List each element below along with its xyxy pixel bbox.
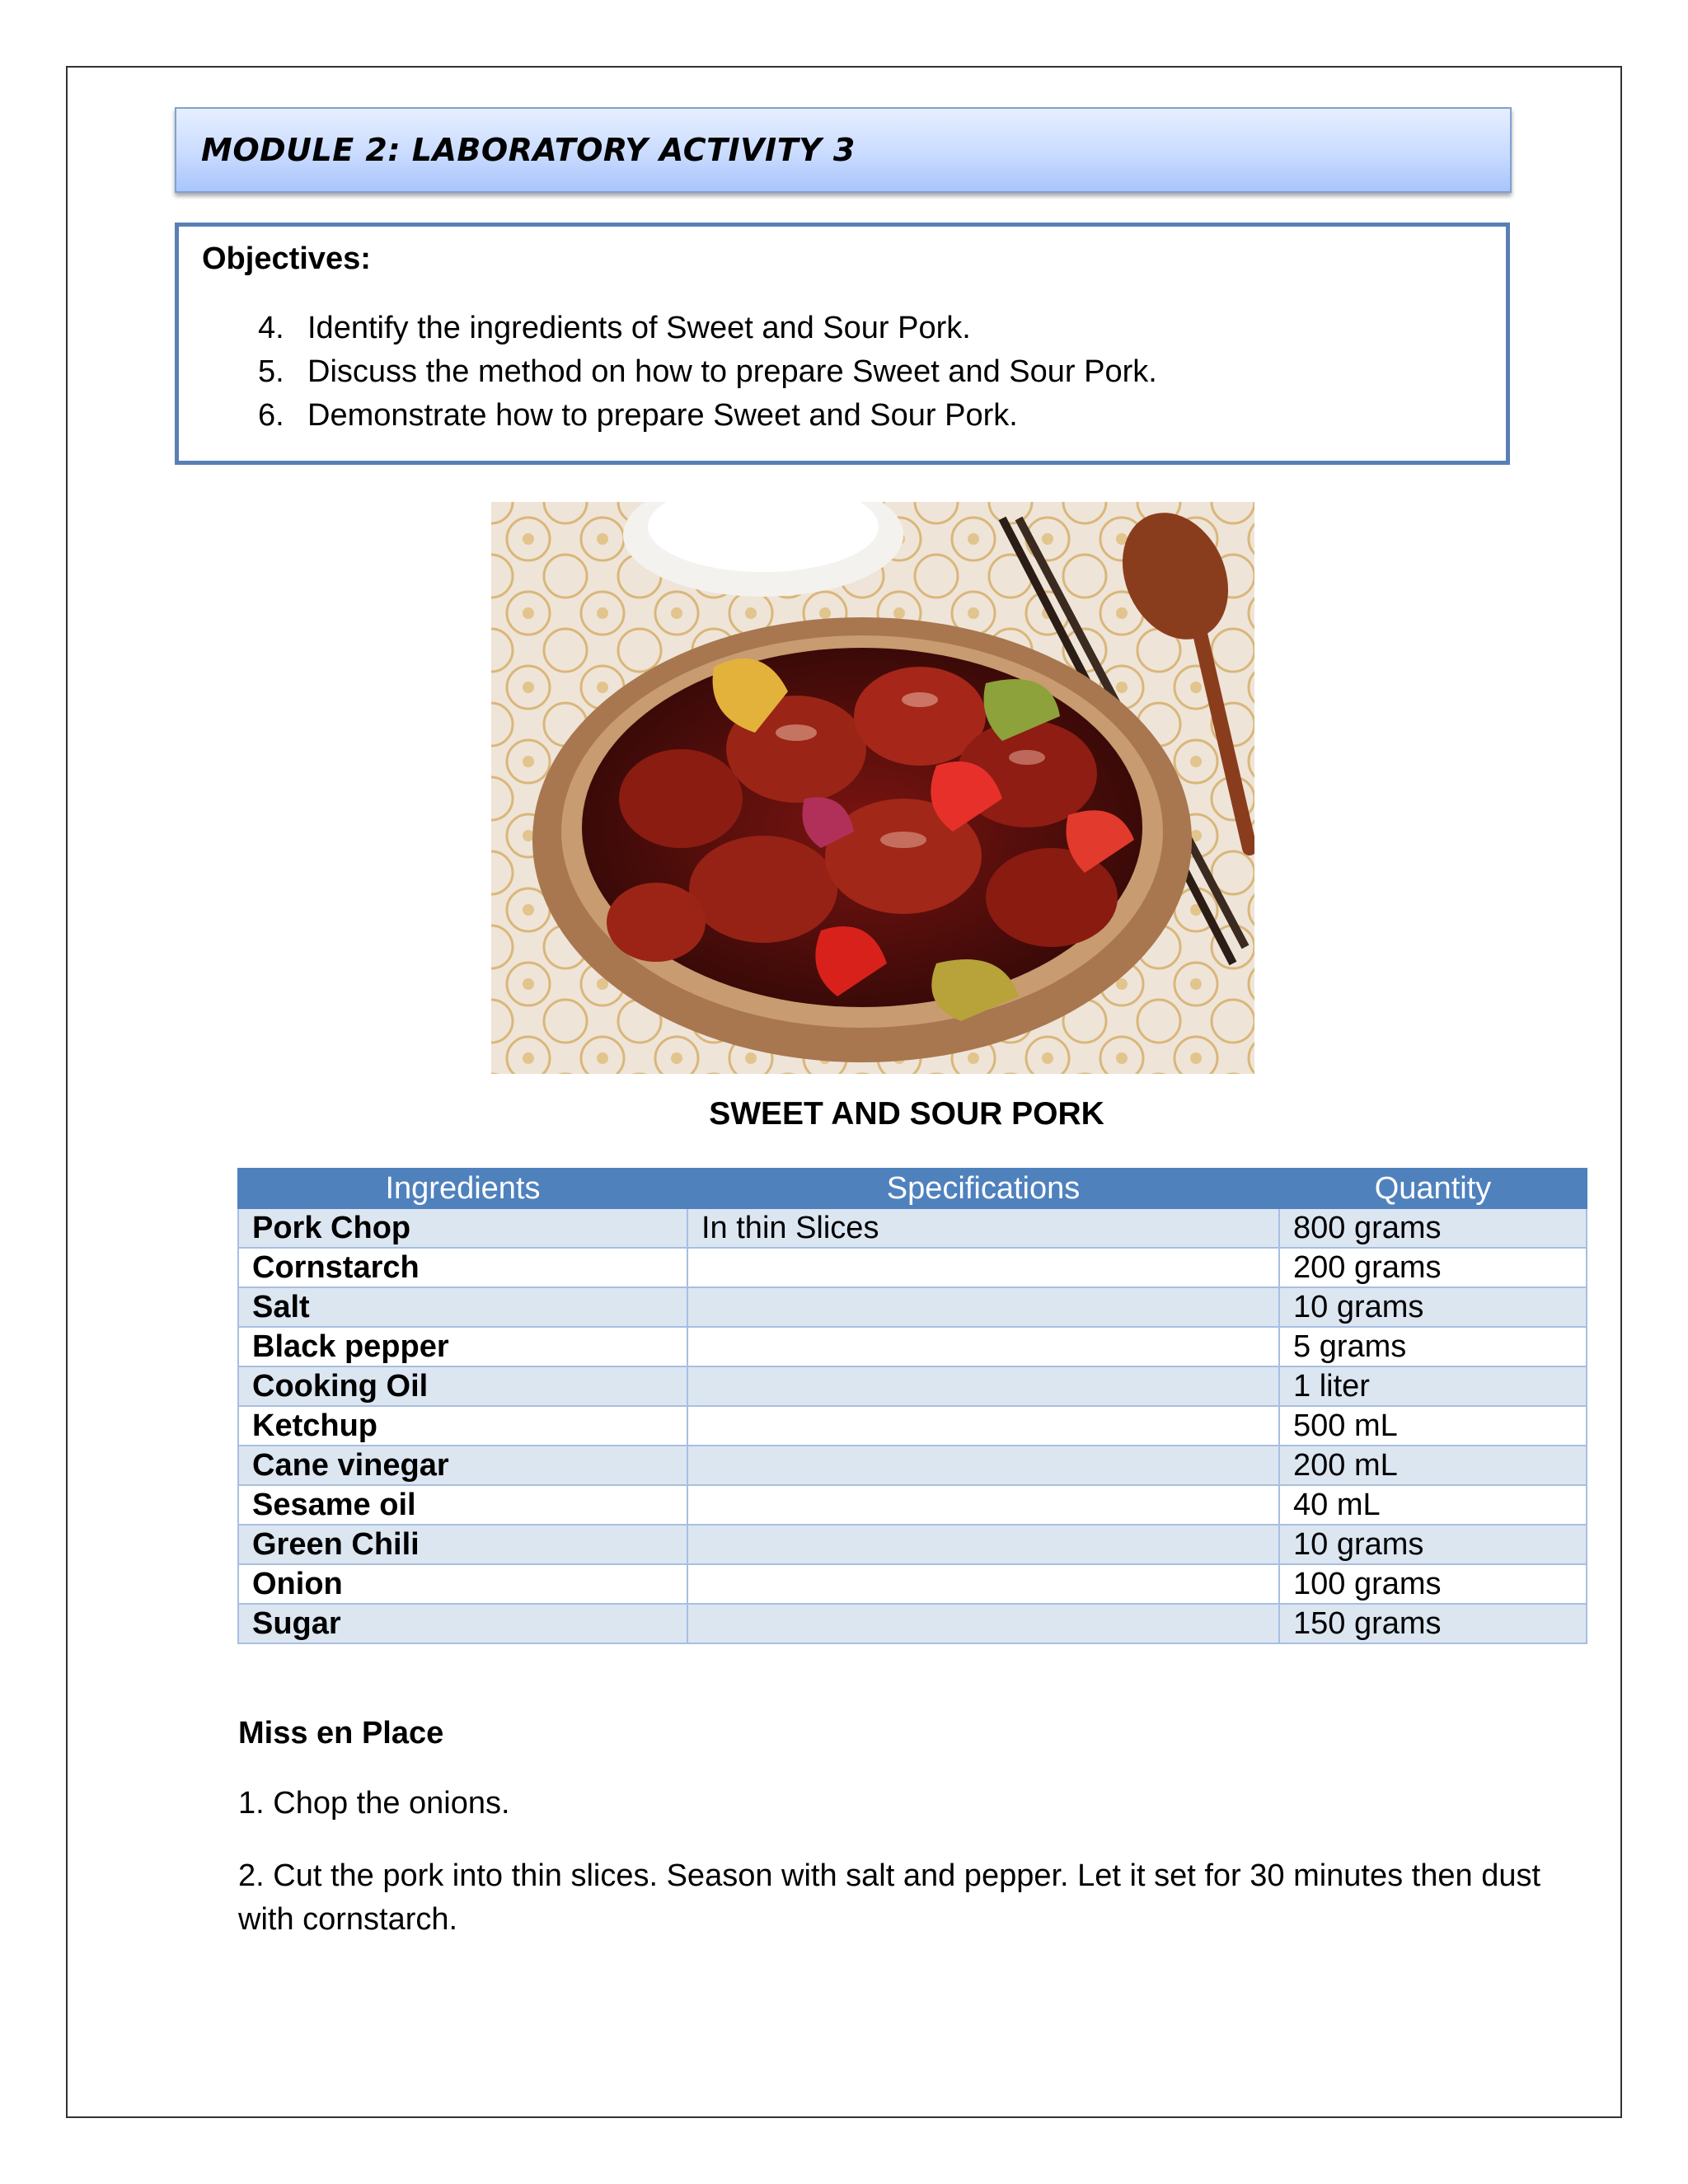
ingredient-spec: [687, 1248, 1279, 1287]
objective-item: [258, 394, 1506, 438]
objective-item: [258, 350, 1506, 394]
ingredients-table: [237, 1168, 1587, 1644]
module-title: MODULE 2: LABORATORY ACTIVITY 3: [201, 132, 856, 168]
ingredient-name: Sugar: [238, 1604, 687, 1643]
table-row: [238, 1248, 1587, 1287]
mise-en-place-heading: Miss en Place: [238, 1716, 444, 1750]
ingredient-spec: [687, 1366, 1279, 1406]
ingredient-spec: In thin Slices: [687, 1208, 1279, 1248]
table-row: [238, 1406, 1587, 1446]
objective-number: 5.: [258, 354, 284, 389]
objectives-heading: Objectives:: [202, 241, 371, 276]
objective-text: Discuss the method on how to prepare Sweet and Sour Pork.: [307, 354, 1157, 389]
ingredient-spec: [687, 1485, 1279, 1525]
ingredient-qty: 200 grams: [1279, 1248, 1587, 1287]
ingredient-name: Ketchup: [238, 1406, 687, 1446]
ingredient-name: Cornstarch: [238, 1248, 687, 1287]
table-row: [238, 1564, 1587, 1604]
table-row: [238, 1604, 1587, 1643]
table-row: [238, 1208, 1587, 1248]
objective-text: Demonstrate how to prepare Sweet and Sour Pork.: [307, 398, 1018, 433]
table-row: [238, 1485, 1587, 1525]
ingredient-qty: 10 grams: [1279, 1287, 1587, 1327]
ingredient-spec: [687, 1564, 1279, 1604]
mise-step: 1. Chop the onions.: [238, 1786, 510, 1821]
ingredient-qty: 100 grams: [1279, 1564, 1587, 1604]
dish-caption: SWEET AND SOUR PORK: [709, 1096, 1104, 1132]
table-row: [238, 1525, 1587, 1564]
header-quantity: Quantity: [1279, 1169, 1587, 1208]
ingredient-qty: 200 mL: [1279, 1446, 1587, 1485]
ingredient-spec: [687, 1446, 1279, 1485]
ingredient-spec: [687, 1604, 1279, 1643]
sweet-and-sour-pork-photo: [491, 502, 1254, 1074]
header-specifications: Specifications: [687, 1169, 1279, 1208]
ingredient-name: Cooking Oil: [238, 1366, 687, 1406]
ingredient-qty: 1 liter: [1279, 1366, 1587, 1406]
table-row: [238, 1446, 1587, 1485]
table-row: [238, 1327, 1587, 1366]
ingredient-spec: [687, 1327, 1279, 1366]
objectives-box: [175, 223, 1510, 465]
mise-step: 2. Cut the pork into thin slices. Season with salt and pepper. Let it set for 30 minutes then dust with cornstarch.: [238, 1858, 1541, 1937]
objectives-list: [202, 307, 1506, 438]
ingredient-qty: 5 grams: [1279, 1327, 1587, 1366]
objective-text: Identify the ingredients of Sweet and Sour Pork.: [307, 311, 971, 345]
title-banner: [175, 107, 1512, 193]
ingredient-spec: [687, 1287, 1279, 1327]
ingredient-qty: 500 mL: [1279, 1406, 1587, 1446]
ingredient-name: Onion: [238, 1564, 687, 1604]
header-ingredients: Ingredients: [238, 1169, 687, 1208]
ingredient-name: Green Chili: [238, 1525, 687, 1564]
objective-number: 6.: [258, 398, 284, 433]
ingredient-qty: 40 mL: [1279, 1485, 1587, 1525]
ingredient-name: Cane vinegar: [238, 1446, 687, 1485]
ingredient-spec: [687, 1406, 1279, 1446]
objective-number: 4.: [258, 311, 284, 345]
objective-item: [258, 307, 1506, 350]
ingredient-qty: 800 grams: [1279, 1208, 1587, 1248]
table-row: [238, 1366, 1587, 1406]
table-header-row: [238, 1169, 1587, 1208]
ingredient-name: Sesame oil: [238, 1485, 687, 1525]
ingredient-name: Pork Chop: [238, 1208, 687, 1248]
ingredient-name: Salt: [238, 1287, 687, 1327]
ingredient-qty: 10 grams: [1279, 1525, 1587, 1564]
ingredient-qty: 150 grams: [1279, 1604, 1587, 1643]
ingredient-name: Black pepper: [238, 1327, 687, 1366]
ingredient-spec: [687, 1525, 1279, 1564]
table-row: [238, 1287, 1587, 1327]
